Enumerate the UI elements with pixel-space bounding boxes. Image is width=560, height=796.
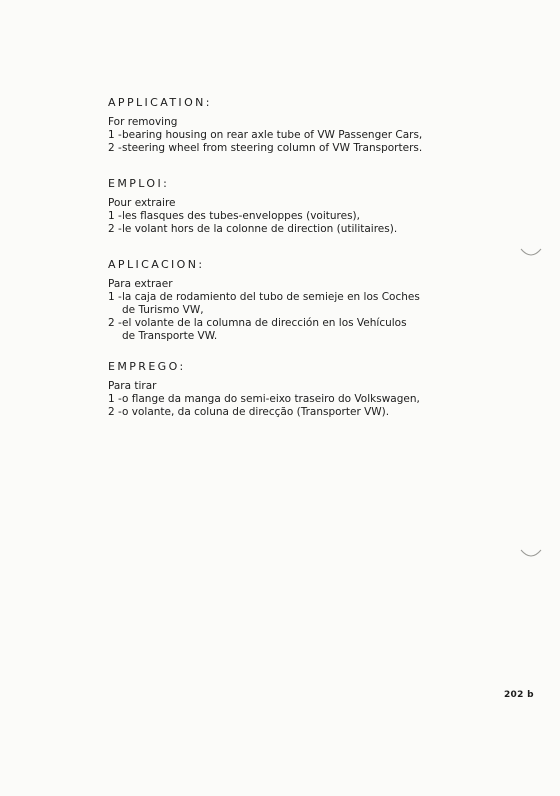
list-item	[108, 210, 528, 223]
item-text: o flange da manga do semi-eixo traseiro do Volkswagen,	[122, 393, 420, 405]
item-number: 1 -	[108, 393, 122, 405]
section-heading: APLICACION:	[108, 258, 205, 271]
item-number: 2 -	[108, 406, 122, 418]
item-text: le volant hors de la colonne de direction (utilitaires).	[122, 223, 398, 235]
page-number: 202 b	[504, 690, 534, 700]
section-application-english	[108, 96, 528, 155]
item-list	[108, 129, 528, 155]
list-item	[108, 406, 528, 419]
list-item	[108, 291, 528, 317]
list-item	[108, 393, 528, 406]
section-heading: EMPLOI:	[108, 177, 170, 190]
item-text: o volante, da coluna de direcção (Transporter VW).	[122, 406, 390, 418]
section-emploi-french	[108, 177, 528, 236]
item-number: 1 -	[108, 129, 122, 141]
list-item	[108, 223, 528, 236]
list-item	[108, 129, 528, 142]
section-intro: Para tirar	[108, 380, 157, 392]
item-number: 2 -	[108, 317, 122, 329]
section-intro: For removing	[108, 116, 178, 128]
item-list	[108, 291, 528, 343]
list-item	[108, 317, 528, 343]
item-number: 1 -	[108, 210, 122, 222]
list-item	[108, 142, 528, 155]
item-number: 2 -	[108, 142, 122, 154]
item-number: 2 -	[108, 223, 122, 235]
item-list	[108, 393, 528, 419]
section-intro: Para extraer	[108, 278, 173, 290]
item-text: steering wheel from steering column of VW Transporters.	[122, 142, 423, 154]
item-text: el volante de la columna de dirección en los Vehículos de Transporte VW.	[122, 317, 407, 342]
section-heading: APPLICATION:	[108, 96, 212, 109]
item-text: la caja de rodamiento del tubo de semieje en los Coches de Turismo VW,	[122, 291, 420, 316]
punch-hole-mark-icon	[520, 247, 542, 259]
section-emprego-portuguese	[108, 360, 528, 419]
punch-hole-mark-icon	[520, 548, 542, 560]
section-heading: EMPREGO:	[108, 360, 186, 373]
section-intro: Pour extraire	[108, 197, 176, 209]
section-aplicacion-spanish	[108, 258, 528, 343]
item-list	[108, 210, 528, 236]
item-text: les flasques des tubes-enveloppes (voitures),	[122, 210, 360, 222]
item-number: 1 -	[108, 291, 122, 303]
item-text: bearing housing on rear axle tube of VW Passenger Cars,	[122, 129, 423, 141]
